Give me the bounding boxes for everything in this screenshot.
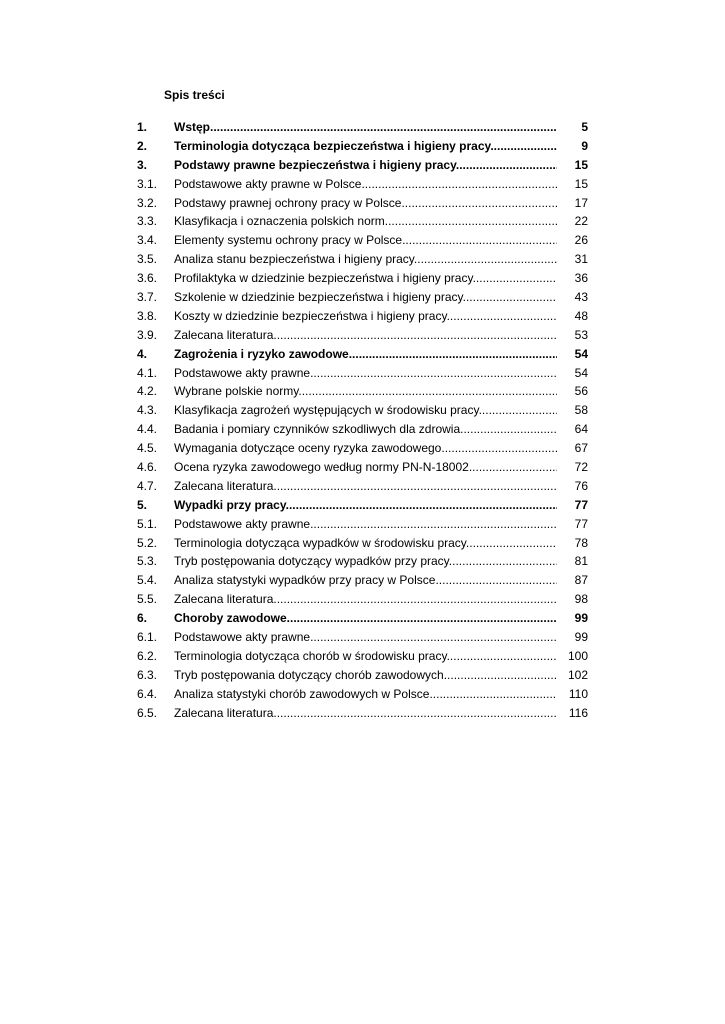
toc-entry-number: 5.3. [137, 554, 158, 569]
toc-entry-page: 22 [574, 214, 588, 229]
toc-entry-title: Wypadki przy pracy [174, 497, 286, 512]
toc-entry-title-leader [174, 439, 557, 458]
toc-entry-number: 3.2. [137, 195, 158, 210]
toc-entry-page: 76 [574, 478, 588, 493]
toc-entry-page: 9 [581, 138, 588, 153]
toc-entry-title-leader [174, 571, 557, 590]
toc-entry-number: 6. [137, 611, 148, 626]
toc-entry-number: 3.6. [137, 271, 158, 286]
toc-entry-title: Podstawy prawne bezpieczeństwa i higieny pracy [174, 157, 456, 172]
toc-entry-number: 6.1. [137, 630, 158, 645]
toc-entry [137, 307, 589, 326]
toc-entry-number: 5.4. [137, 573, 158, 588]
toc-entry [137, 175, 589, 194]
toc-entry-title: Klasyfikacja zagrożeń występujących w środowisku pracy [174, 403, 479, 418]
toc-entry-number: 4.3. [137, 403, 158, 418]
toc-entry-page: 98 [574, 592, 588, 607]
toc-entry-number: 3.8. [137, 308, 158, 323]
toc-entry-title-leader [174, 477, 557, 496]
toc-entry-page: 53 [574, 327, 588, 342]
toc-entry-title-leader [174, 704, 557, 723]
toc-entry-title-leader [174, 458, 557, 477]
toc-entry-number: 4.7. [137, 478, 158, 493]
toc-entry-title: Terminologia dotycząca chorób w środowisku pracy [174, 648, 447, 663]
toc-entry [137, 552, 589, 571]
toc-entry-title: Zagrożenia i ryzyko zawodowe [174, 346, 349, 361]
toc-entry-title: Analiza stanu bezpieczeństwa i higieny pracy [174, 252, 414, 267]
toc-entry-title-leader [174, 288, 557, 307]
toc-entry-title-leader [174, 382, 557, 401]
toc-entry-number: 6.2. [137, 648, 158, 663]
toc-entry-page: 100 [567, 648, 588, 663]
toc-entry-page: 15 [574, 176, 588, 191]
toc-entry-title: Zalecana literatura [174, 478, 274, 493]
toc-entry-title: Elementy systemu ochrony pracy w Polsce [174, 233, 403, 248]
toc-entry-title-leader [174, 250, 557, 269]
toc-entry-title-leader [174, 231, 557, 250]
toc-entry-title-leader [174, 269, 557, 288]
toc-entry-title: Wymagania dotyczące oceny ryzyka zawodowego [174, 441, 442, 456]
toc-entry-number: 3.4. [137, 233, 158, 248]
toc-entry [137, 156, 589, 175]
toc-entry-number: 5.1. [137, 516, 158, 531]
toc-entry-title: Zalecana literatura [174, 592, 274, 607]
toc-entry-number: 5.2. [137, 535, 158, 550]
toc-entry [137, 534, 589, 553]
toc-entry [137, 685, 589, 704]
toc-entry-number: 6.4. [137, 686, 158, 701]
toc-entry-title-leader [174, 534, 557, 553]
toc-entry [137, 269, 589, 288]
toc-entry [137, 609, 589, 628]
toc-entry-page: 5 [581, 120, 588, 134]
toc-entry [137, 401, 589, 420]
toc-entry-number: 4.4. [137, 422, 158, 437]
toc-entry-title: Terminologia dotycząca bezpieczeństwa i higieny pracy [174, 138, 491, 153]
toc-entry-page: 17 [574, 195, 588, 210]
toc-entry-page: 116 [568, 705, 588, 720]
toc-entry-page: 81 [574, 554, 588, 569]
toc-entry [137, 345, 589, 364]
toc-entry-page: 54 [574, 365, 588, 380]
toc-entry-number: 6.3. [137, 667, 158, 682]
toc-entry-number: 5. [137, 497, 148, 512]
toc-entry [137, 704, 589, 723]
toc-entry-page: 56 [574, 384, 588, 399]
toc-entry [137, 666, 589, 685]
toc-entry-title-leader [174, 156, 557, 175]
toc-entry-title: Podstawy prawnej ochrony pracy w Polsce [174, 195, 402, 210]
toc-entry-number: 3.9. [137, 327, 158, 342]
toc-entry-page: 77 [574, 516, 588, 531]
toc-entry-title: Podstawowe akty prawne [174, 516, 311, 531]
toc-entry-title-leader [174, 552, 557, 571]
toc-entry-page: 43 [574, 290, 588, 305]
toc-title: Spis treści [164, 88, 225, 102]
toc-entry-title-leader [174, 345, 557, 364]
toc-entry-title-leader [174, 609, 557, 628]
toc-entry-title-leader [174, 175, 557, 194]
toc-entry-page: 36 [574, 271, 588, 286]
toc-entry [137, 118, 589, 137]
toc-entry-number: 3.3. [137, 214, 158, 229]
toc-entry-title: Profilaktyka w dziedzinie bezpieczeństwa i higieny pracy [174, 271, 473, 286]
toc-entry [137, 628, 589, 647]
toc-entry-title-leader [174, 515, 557, 534]
toc-entry [137, 477, 589, 496]
toc-entry-title: Klasyfikacja i oznaczenia polskich norm [174, 214, 385, 229]
toc-entry-number: 4.6. [137, 460, 158, 475]
toc-entry-number: 4. [137, 346, 148, 361]
toc-entry [137, 326, 589, 345]
toc-entry-title: Podstawowe akty prawne [174, 630, 311, 645]
toc-entry-title: Analiza statystyki chorób zawodowych w Polsce [174, 686, 430, 701]
toc-entry [137, 137, 589, 156]
toc-entry-title: Wstęp [174, 120, 210, 134]
toc-entry-title: Tryb postępowania dotyczący chorób zawodowych [174, 667, 444, 682]
toc-entry-title: Terminologia dotycząca wypadków w środowisku pracy [174, 535, 466, 550]
toc-entry [137, 382, 589, 401]
toc-entry-title-leader [174, 307, 557, 326]
toc-entry-number: 1. [137, 120, 148, 134]
toc-entry [137, 420, 589, 439]
toc-entry-page: 54 [574, 346, 588, 361]
toc-entry-page: 87 [574, 573, 588, 588]
toc-entry-title-leader [174, 590, 557, 609]
toc-entry-title: Tryb postępowania dotyczący wypadków przy pracy [174, 554, 449, 569]
toc-entry-page: 77 [574, 497, 588, 512]
toc-entry-title: Zalecana literatura [174, 705, 274, 720]
toc-entry-title-leader [174, 685, 557, 704]
toc-entry [137, 364, 589, 383]
toc-entry-number: 3.1. [137, 176, 158, 191]
toc-entry-title: Choroby zawodowe [174, 611, 287, 626]
toc-entry [137, 231, 589, 250]
toc-entry-page: 99 [574, 611, 588, 626]
toc-entry-title: Szkolenie w dziedzinie bezpieczeństwa i higieny pracy [174, 290, 463, 305]
toc-entry-page: 15 [574, 157, 588, 172]
toc-entry-page: 102 [567, 667, 588, 682]
toc-entry [137, 496, 589, 515]
toc-entry-title-leader [174, 137, 557, 156]
toc-entry [137, 571, 589, 590]
toc-entry-title-leader [174, 194, 557, 213]
toc-entry-title-leader [174, 420, 557, 439]
toc-entry [137, 250, 589, 269]
toc-entry-number: 2. [137, 138, 148, 153]
toc-entry-number: 3.5. [137, 252, 158, 267]
toc-entry-title: Wybrane polskie normy [174, 384, 299, 399]
toc-entry-title: Podstawowe akty prawne w Polsce [174, 176, 362, 191]
toc-entry-title-leader [174, 212, 557, 231]
toc-entry-number: 4.1. [137, 365, 158, 380]
toc-entry-number: 3. [137, 157, 148, 172]
toc-entry-title-leader [174, 647, 557, 666]
toc-entry-page: 78 [574, 535, 588, 550]
toc-entry [137, 212, 589, 231]
toc-entry-title: Badania i pomiary czynników szkodliwych dla zdrowia [174, 422, 461, 437]
toc-entry-title-leader [174, 326, 557, 345]
toc-entry-number: 4.2. [137, 384, 158, 399]
toc-entry-title-leader [174, 364, 557, 383]
toc-entry-title-leader [174, 628, 557, 647]
toc-entry-title: Ocena ryzyka zawodowego według normy PN-N-18002 [174, 460, 469, 475]
toc-entry [137, 647, 589, 666]
toc-entry [137, 288, 589, 307]
toc-entry-page: 67 [574, 441, 588, 456]
toc-entry [137, 515, 589, 534]
toc-entry-page: 58 [574, 403, 588, 418]
toc-entry-number: 6.5. [137, 705, 158, 720]
toc-entry-title: Koszty w dziedzinie bezpieczeństwa i higieny pracy [174, 308, 447, 323]
toc-entry-number: 4.5. [137, 441, 158, 456]
toc-entry-title-leader [174, 496, 557, 515]
toc-entry-title-leader [174, 666, 557, 685]
toc-entry-title-leader [174, 401, 557, 420]
toc-entry-page: 26 [574, 233, 588, 248]
toc-entry-title: Analiza statystyki wypadków przy pracy w Polsce [174, 573, 436, 588]
table-of-contents [137, 118, 589, 723]
toc-entry-page: 72 [574, 460, 588, 475]
toc-entry-title: Podstawowe akty prawne [174, 365, 311, 380]
toc-entry [137, 458, 589, 477]
toc-entry-number: 3.7. [137, 290, 158, 305]
toc-entry-page: 110 [568, 686, 588, 701]
toc-entry-title-leader [174, 118, 557, 137]
toc-entry-page: 64 [574, 422, 588, 437]
toc-entry-page: 48 [574, 308, 588, 323]
toc-entry-number: 5.5. [137, 592, 158, 607]
toc-entry [137, 590, 589, 609]
toc-entry-page: 31 [574, 252, 588, 267]
toc-entry [137, 194, 589, 213]
toc-entry [137, 439, 589, 458]
toc-entry-title: Zalecana literatura [174, 327, 274, 342]
toc-entry-page: 99 [574, 630, 588, 645]
